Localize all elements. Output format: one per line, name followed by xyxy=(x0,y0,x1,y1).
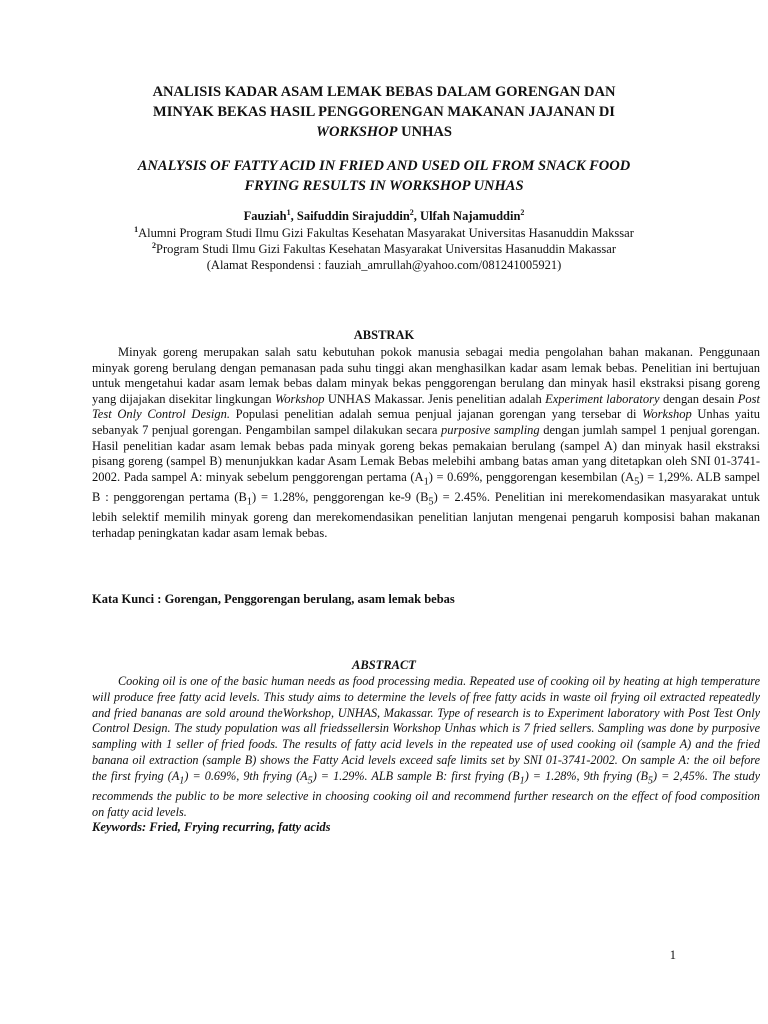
author-3: , Ulfah Najamuddin xyxy=(413,209,521,223)
author-list xyxy=(60,208,708,224)
title-line-3-italic: WORKSHOP xyxy=(316,124,398,140)
affiliation-1 xyxy=(60,225,708,241)
page-number: 1 xyxy=(669,948,676,962)
affiliation-2-text: Program Studi Ilmu Gizi Fakultas Kesehatan Masyarakat Universitas Hasanuddin Makassar xyxy=(156,242,616,256)
title-line-3-rest: UNHAS xyxy=(397,124,452,140)
paper-title-english xyxy=(60,156,708,196)
title-en-line-2: FRYING RESULTS IN WORKSHOP UNHAS xyxy=(244,178,524,194)
author-1-affil: 1 xyxy=(286,207,291,217)
title-line-1: ANALISIS KADAR ASAM LEMAK BEBAS DALAM GORENGAN DAN xyxy=(152,84,616,100)
affiliation-2-marker: 2 xyxy=(152,240,157,250)
abstract-body xyxy=(92,674,760,821)
author-2: , Saifuddin Sirajuddin xyxy=(290,209,410,223)
affiliation-2 xyxy=(60,241,708,257)
abstrak-heading: ABSTRAK xyxy=(353,328,415,342)
abstract-paragraph: Cooking oil is one of the basic human needs as food processing media. Repeated use of cooking oil by heating at high temperature will produce free fatty acid levels. This study aims to determine the levels of free fatty acids in waste oil frying oil extracted repeatedly and fried bananas are sold around theWorkshop, UNHAS, Makassar. Type of research is to Experiment laboratory with Post Test Only Control Design. The study population was all friedssellersin Workshop Unhas which is 7 fried sellers. Sampling was done by purposive sampling with 1 seller of fried foods. The results of fatty acid levels in the repeated use of used cooking oil (sample A) and the fried banana oil extraction (sample B) shows the Fatty Acid levels exceed safe limits set by SNI 01-3741-2002. On sample A: the oil before the first frying $(A_1) = 0.69\%$, 9th frying $(A_5) = 1.29\%$. ALB sample B: first frying $(B_1) = 1.28\%$, 9th frying $(B_5) = 2,45\%$. The study recommends the public to be more selective in choosing cooking oil and recommend further research on the effect of food composition on fatty acid levels. xyxy=(92,674,761,819)
abstrak-keywords: Kata Kunci : Gorengan, Penggorengan berulang, asam lemak bebas xyxy=(92,592,455,606)
author-3-affil: 2 xyxy=(520,207,525,217)
title-en-line-1: ANALYSIS OF FATTY ACID IN FRIED AND USED OIL FROM SNACK FOOD xyxy=(137,158,631,174)
abstrak-paragraph: Minyak goreng merupakan salah satu kebutuhan pokok manusia sebagai media pengolahan bahan makanan. Penggunaan minyak goreng berulang dengan pemanasan pada suhu tinggi akan menghasilkan kadar asam lemak bebas. Penelitian ini bertujuan untuk mengetahui kadar asam lemak bebas dalam minyak bekas penggorengan berulang dan minyak hasil ekstraksi pisang goreng yang dijajakan disekitar lingkungan Workshop UNHAS Makassar. Jenis penelitian adalah Experiment laboratory dengan desain Post Test Only Control Design. Populasi penelitian adalah semua penjual jajanan gorengan yang tersebar di Workshop Unhas yaitu sebanyak 7 penjual gorengan. Pengambilan sampel dilakukan secara purposive sampling dengan jumlah sampel 1 penjual gorengan. Hasil penelitian kadar asam lemak bebas pada minyak goreng bekas pemakaian berulang (sampel A) dan minyak hasil ekstraksi pisang goreng (sampel B) menunjukkan kadar Asam Lemak Bebas melebihi ambang batas aman yang ditetapkan oleh SNI 01-3741-2002. Pada sampel A: minyak sebelum penggorengan pertama $(A_1) = 0.69\%$, penggorengan kesembilan $(A_5) = 1,29\%$. ALB sampel B : penggorengan pertama $(B_1) = 1.28\%$, penggorengan ke-9 $(B_5) = 2.45\%$. Penelitian ini merekomendasikan masyarakat untuk lebih selektif memilih minyak goreng dan merekomendasikan penelitian lanjutan mengenai pengaruh komposisi bahan makanan terhadap peningkatan kadar asam lemak bebas. xyxy=(92,345,760,540)
title-line-2: MINYAK BEKAS HASIL PENGGORENGAN MAKANAN JAJANAN DI xyxy=(153,104,615,120)
affiliation-1-text: Alumni Program Studi Ilmu Gizi Fakultas Kesehatan Masyarakat Universitas Hasanuddin Makssar xyxy=(138,226,634,240)
author-1: Fauziah xyxy=(243,209,287,223)
abstrak-body xyxy=(92,345,760,541)
author-2-affil: 2 xyxy=(409,207,414,217)
correspondence-address: (Alamat Respondensi : fauziah_amrullah@yahoo.com/081241005921) xyxy=(206,258,562,272)
abstract-heading: ABSTRACT xyxy=(352,658,416,672)
paper-title-indonesian xyxy=(60,82,708,142)
abstract-keywords: Keywords: Fried, Frying recurring, fatty acids xyxy=(92,820,331,834)
affiliation-1-marker: 1 xyxy=(134,224,139,234)
